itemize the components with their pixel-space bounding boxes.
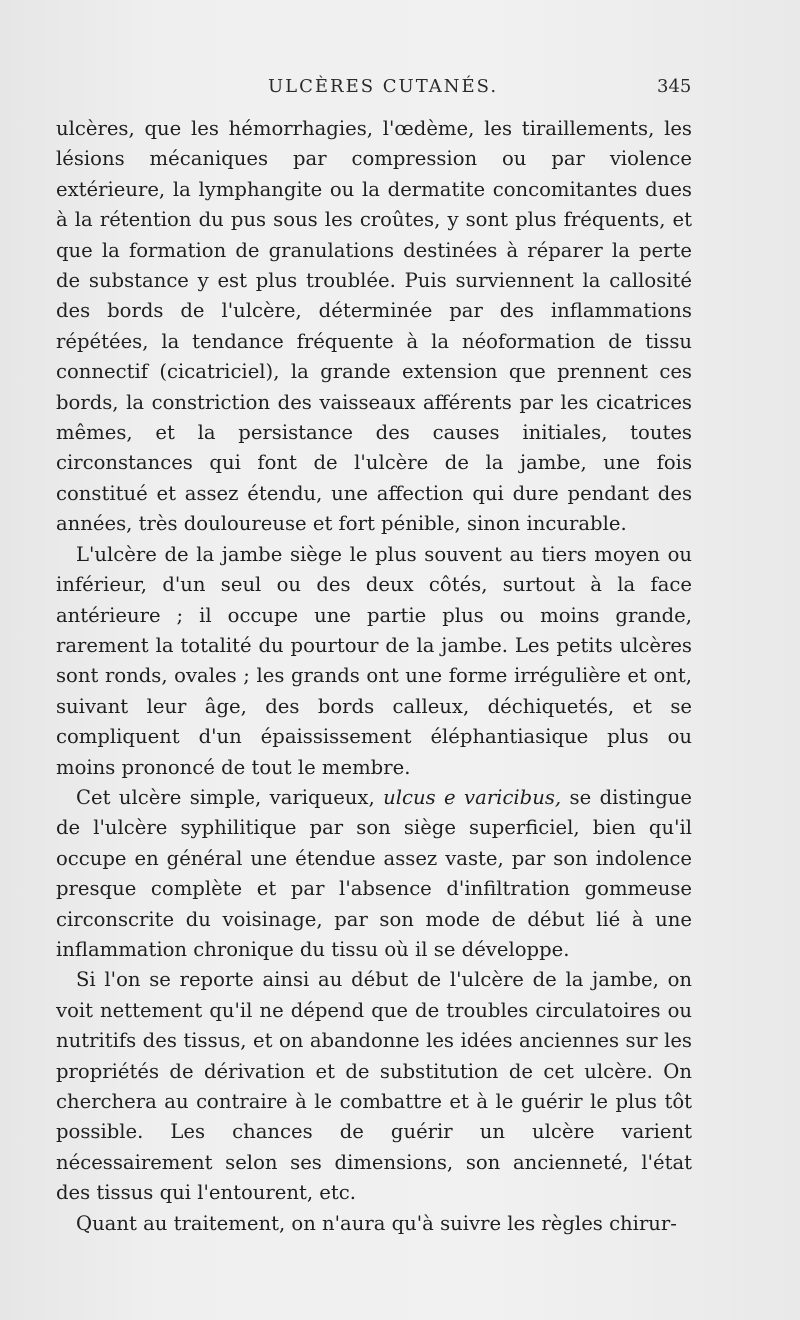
paragraph-5: Quant au traitement, on n'aura qu'à suivre les règles chirur- [76,1211,677,1235]
paragraph-3-before: Cet ulcère simple, variqueux, [76,785,384,809]
paragraph-3 [56,783,692,965]
page-header [0,76,800,100]
body-text [56,114,692,1239]
running-title: ULCÈRES CUTANÉS. [268,76,499,97]
paragraph-1: ulcères, que les hémorrhagies, l'œdème, les tiraillements, les lésions mécaniques par compression ou par violence extérieure, la lymphangite ou la dermatite concomitantes dues à la rétention du pus sous les croûtes, y sont plus fréquents, et que la formation de granulations destinées à réparer la perte de substance y est plus troublée. Puis surviennent la callosité des bords de l'ulcère, déterminée par des inflammations répétées, la tendance fréquente à la néoformation de tissu connectif (cicatriciel), la grande extension que prennent ces bords, la constriction des vaisseaux afférents par les cicatrices mêmes, et la persistance des causes initiales, toutes circonstances qui font de l'ulcère de la jambe, une fois constitué et assez étendu, une affection qui dure pendant des années, très douloureuse et fort pénible, sinon incurable. [56,117,692,536]
page-number: 345 [657,76,692,97]
paragraph-4: Si l'on se reporte ainsi au début de l'ulcère de la jambe, on voit nettement qu'il ne dépend que de troubles circulatoires ou nutritifs des tissus, et on abandonne les idées anciennes sur les propriétés de dérivation et de substitution de cet ulcère. On cherchera au contraire à le combattre et à le guérir le plus tôt possible. Les chances de guérir un ulcère varient nécessairement selon ses dimensions, son ancienneté, l'état des tissus qui l'entourent, etc. [56,968,692,1205]
latin-term: ulcus e varicibus, [383,785,562,809]
paragraph-3-after: se distingue de l'ulcère syphilitique par son siège superficiel, bien qu'il occupe en général une étendue assez vaste, par son indolence presque complète et par l'absence d'infiltration gommeuse circonscrite du voisinage, par son mode de début lié à une inflammation chronique du tissu où il se développe. [56,785,692,961]
paragraph-2: L'ulcère de la jambe siège le plus souvent au tiers moyen ou inférieur, d'un seul ou des deux côtés, surtout à la face antérieure ; il occupe une partie plus ou moins grande, rarement la totalité du pourtour de la jambe. Les petits ulcères sont ronds, ovales ; les grands ont une forme irrégulière et ont, suivant leur âge, des bords calleux, déchiquetés, et se compliquent d'un épaississement éléphantiasique plus ou moins prononcé de tout le membre. [56,542,692,779]
